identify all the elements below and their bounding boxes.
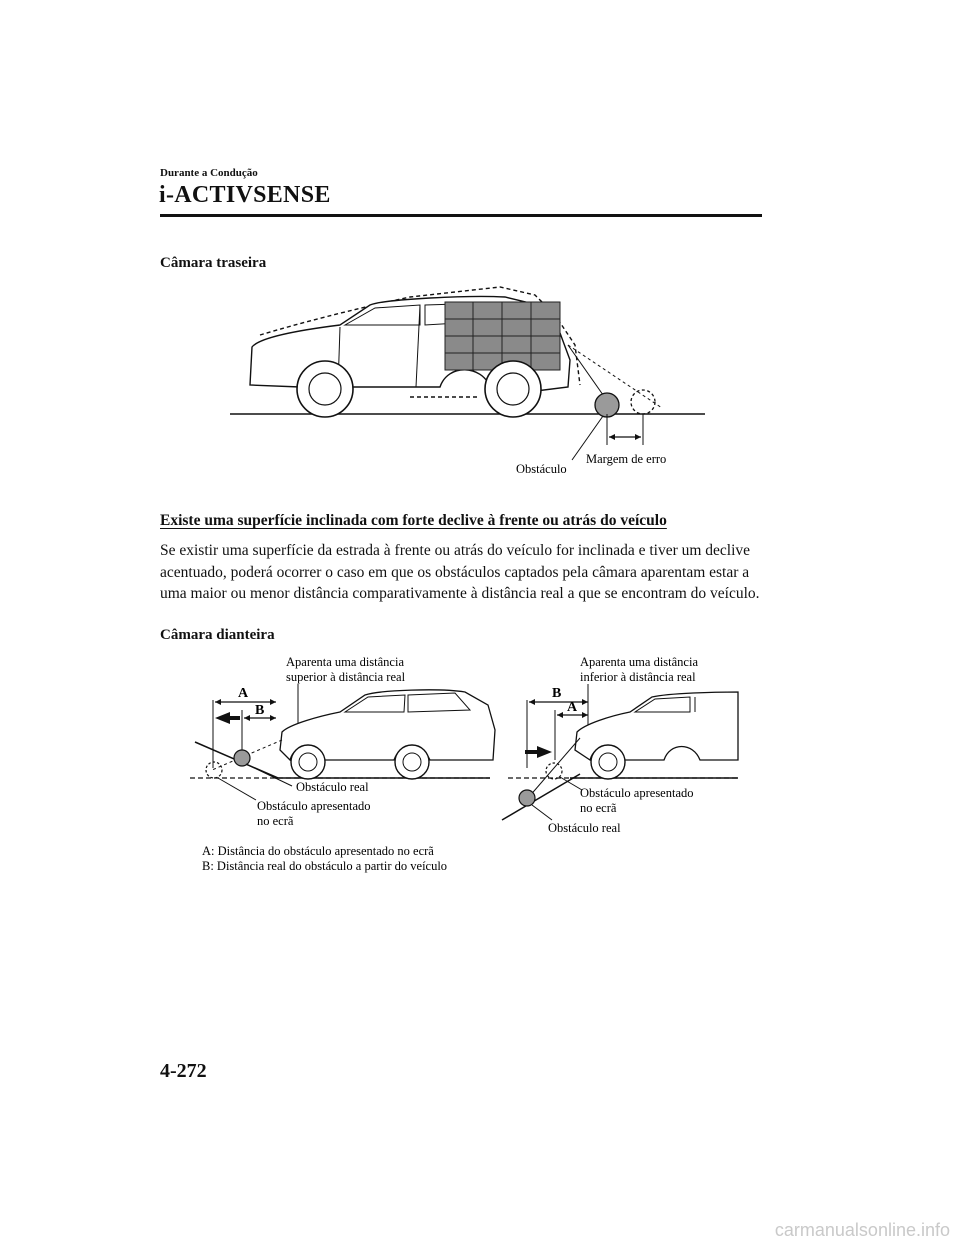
margin-label: Margem de erro	[586, 452, 667, 466]
obstacle-circle	[595, 393, 619, 417]
obstacle-label: Obstáculo	[516, 462, 567, 476]
displayed-obstacle-circle	[631, 390, 655, 414]
left-letter-a: A	[238, 686, 249, 701]
incline-paragraph: Se existir uma superfície da estrada à frente ou atrás do veículo for inclinada e tiver um declive acentuado, poderá ocorrer o caso em que os obstáculos captados pela câmara aparentam estar a uma maior ou menor distância comparativamente à distância real a que se encontram do veículo.	[160, 542, 760, 602]
rear-wheel	[485, 361, 541, 417]
section-title: i-ACTIVSENSE	[159, 182, 331, 208]
right-letter-a: A	[567, 700, 578, 715]
right-displayed-line2: no ecrã	[580, 801, 617, 815]
rear-camera-title: Câmara traseira	[160, 255, 267, 271]
left-scenario	[190, 655, 495, 828]
front-wheel	[297, 361, 353, 417]
right-displayed-line1: Obstáculo apresentado	[580, 786, 694, 800]
left-real-obstacle	[234, 750, 250, 766]
chapter-label: Durante a Condução	[160, 167, 258, 179]
left-real-obstacle-label: Obstáculo real	[296, 780, 369, 794]
right-appears-line1: Aparenta uma distância	[580, 655, 699, 669]
left-appears-line1: Aparenta uma distância	[286, 655, 405, 669]
camera-view-grid	[445, 302, 560, 370]
right-real-obstacle	[519, 790, 535, 806]
header-divider	[160, 214, 762, 217]
front-camera-title: Câmara dianteira	[160, 627, 275, 643]
page-number: 4-272	[160, 1060, 207, 1082]
watermark-text: carmanualsonline.info	[774, 1220, 950, 1240]
right-scenario	[502, 655, 738, 835]
incline-heading: Existe uma superfície inclinada com forte declive à frente ou atrás do veículo	[160, 512, 667, 529]
right-real-obstacle-label: Obstáculo real	[548, 821, 621, 835]
right-letter-b: B	[552, 686, 562, 701]
left-displayed-line2: no ecrã	[257, 814, 294, 828]
rear-camera-diagram	[220, 275, 720, 485]
left-appears-line2: superior à distância real	[286, 670, 406, 684]
right-appears-line2: inferior à distância real	[580, 670, 696, 684]
left-displayed-line1: Obstáculo apresentado	[257, 799, 371, 813]
legend-a: A: Distância do obstáculo apresentado no ecrã	[202, 844, 434, 858]
left-displayed-obstacle	[206, 762, 222, 778]
front-camera-diagram	[190, 650, 750, 880]
legend-b: B: Distância real do obstáculo a partir do veículo	[202, 859, 448, 873]
left-letter-b: B	[255, 703, 265, 718]
right-displayed-obstacle	[546, 763, 562, 779]
